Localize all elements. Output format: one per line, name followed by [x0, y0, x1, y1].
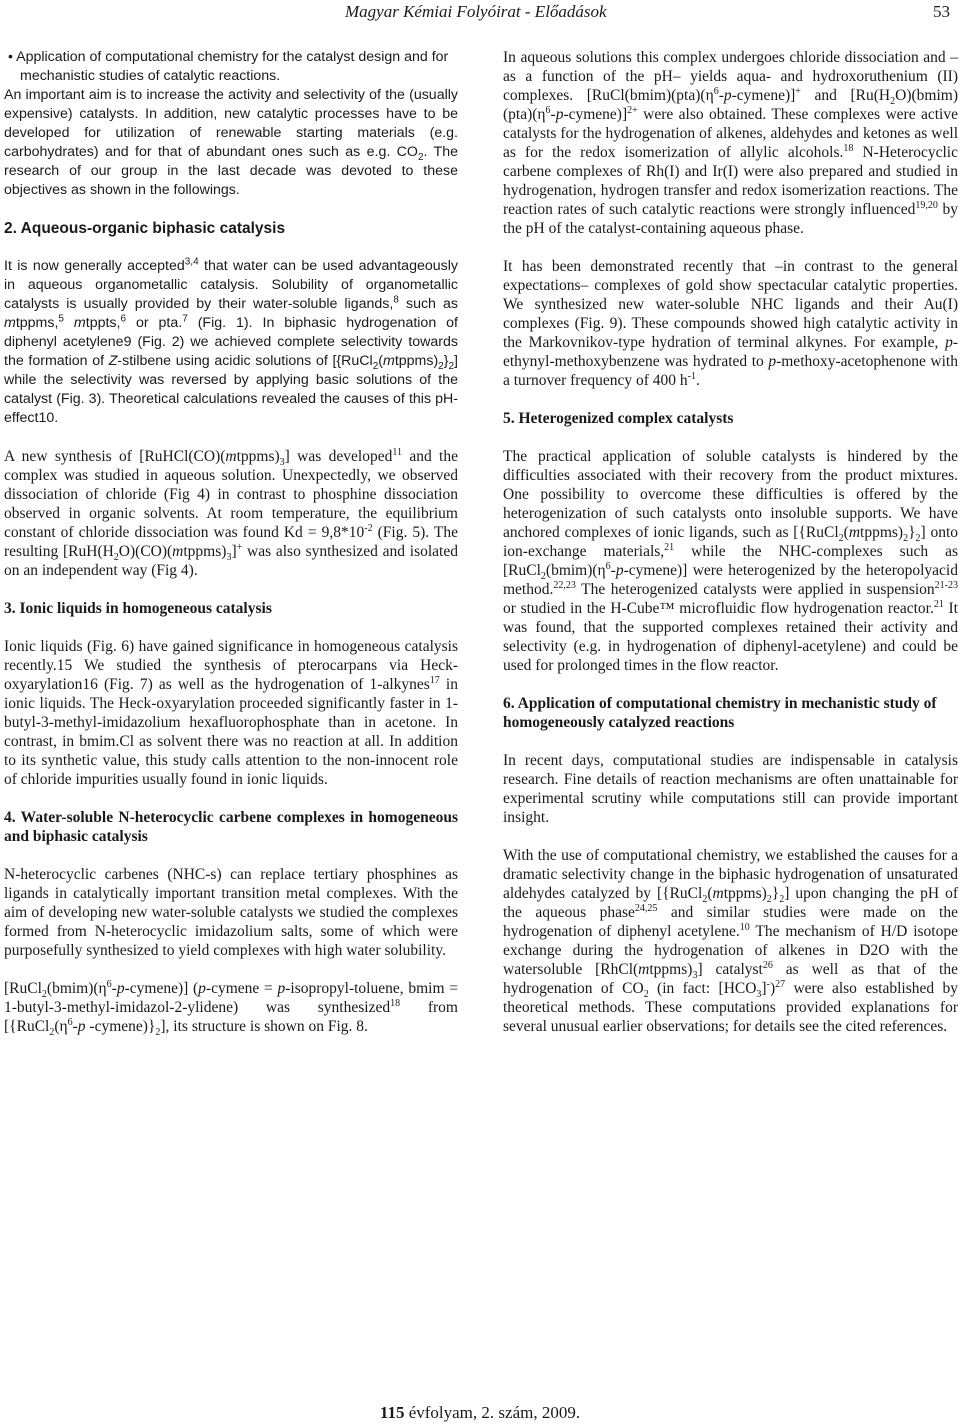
- running-header: [0, 2, 960, 24]
- volume-number: 115: [379, 1403, 405, 1422]
- paragraph-biphasic: It is now generally accepted$^{3,4}$ that water can be used advantageously in aqueous organometallic catalysis. Solubility of organometallic catalysts is usually provided by their water-soluble ligands,$^8$ such as mtppms,$^5$ mtppts,$^6$ or pta.$^7$ (Fig. 1). In biphasic hydrogenation of diphenyl acetylene9 (Fig. 2) we achieved complete selectivity towards the formation of Z-stilbene using acidic solutions of $[\{RuCl_2(mtppms)_2\}_2]$ while the selectivity was reversed by applying basic solutions of the catalyst (Fig. 3). Theoretical calculations revealed the causes of this pH-effect10.: [4, 256, 458, 426]
- paragraph-aqueous-complex: In aqueous solutions this complex undergoes chloride dissociation and –as a function of the pH– yields aqua- and hydroxoruthenium (II) complexes. $[RuCl(bmim)(pta)(\eta^6-p-cymene)]^+$ and $[Ru(H_2O)(bmim)(pta)(\eta^6-p-cymene)]^{2+}$ were also obtained. These complexes were active catalysts for the hydrogenation of alkenes, aldehydes and ketones as well as for the redox isomerization of allylic alcohols.$^{18}$ N-Heterocyclic carbene complexes of Rh(I) and Ir(I) were also prepared and studied in hydrogenation, hydrogen transfer and redox isomerization reactions. The reaction rates of such catalytic reactions were strongly influenced$^{19,20}$ by the pH of the catalyst-containing aqueous phase.: [503, 49, 958, 237]
- paragraph-nhc-intro: N-heterocyclic carbenes (NHC-s) can replace tertiary phosphines as ligands in catalytically important transition metal complexes. With the aim of developing new water-soluble catalysts we studied the complexes formed from N-heterocyclic imidazolium salts, some of which were purposefully synthesized to yield complexes with high water solubility.: [4, 866, 458, 959]
- paragraph-ruhcl: A new synthesis of $[RuHCl(CO)(mtppms)_3]$ was developed$^{11}$ and the complex was studied in aqueous solution. Unexpectedly, we observed dissociation of chloride (Fig 4) in contrast to phosphine dissociation observed in organic solvents. At room temperature, the equilibrium constant of chloride dissociation was found $Kd = 9,8*10^{-2}$ (Fig. 5). The resulting $[RuH(H_2O)(CO)(mtppms)_3]^+$ was also synthesized and isolated on an independent way (Fig 4).: [4, 446, 458, 579]
- bullet-item: • Application of computational chemistry for the catalyst design and for mechanistic studies of catalytic reactions.: [8, 49, 449, 84]
- paragraph-rucl2-bmim: $[RuCl_2(bmim)(\eta^6-p-cymene)]$ (p-cymene = p-isopropyl-toluene, bmim = 1-butyl-3-methyl-imidazol-2-ylidene) was synthesized$^{18}$ from [{$RuCl_2(\eta^6-p$ $-cymene)\}_2$], its structure is shown on Fig. 8.: [4, 978, 458, 1039]
- section-heading-3: 3. Ionic liquids in homogeneous catalysis: [4, 600, 272, 617]
- section-heading-4: 4. Water-soluble N-heterocyclic carbene complexes in homogeneous and biphasic catalysis: [4, 809, 458, 845]
- section-heading-6: 6. Application of computational chemistry in mechanistic study of homogeneously catalyzed reactions: [503, 695, 937, 731]
- section-heading-2: 2. Aqueous-organic biphasic catalysis: [4, 220, 286, 237]
- issue-info: évfolyam, 2. szám, 2009.: [404, 1403, 581, 1422]
- section-heading-5: 5. Heterogenized complex catalysts: [503, 410, 734, 427]
- left-column: [4, 48, 458, 1055]
- paragraph-heterogenized: The practical application of soluble catalysts is hindered by the difficulties associated with their recovery from the product mixtures. One possibility to overcome these difficulties is offered by the heterogenization of such catalysts onto insoluble supports. We have anchored complexes of ionic ligands, such as $[\{RuCl_2(mtppms)_2\}_2]$ onto ion-exchange materials,$^{21}$ while the NHC-complexes such as $[RuCl_2(bmim)(\eta^6-p-cymene)]$ were heterogenized by the heteropolyacid method.$^{22,23}$ The heterogenized catalysts were applied in suspension$^{21-23}$ or studied in the H-Cube™ microfluidic flow hydrogenation reactor.$^{21}$ It was found, that the supported complexes retained their activity and selectivity (e.g. in hydrogenation of diphenyl-acetylene) and could be used for prolonged times in the flow reactor.: [503, 448, 959, 674]
- right-column: [503, 48, 958, 1055]
- journal-title: Magyar Kémiai Folyóirat - Előadások: [345, 2, 607, 21]
- page-footer: [0, 1403, 960, 1423]
- page-number: 53: [933, 2, 950, 21]
- paragraph-ionic-liquids: Ionic liquids (Fig. 6) have gained significance in homogeneous catalysis recently.15 We studied the synthesis of pterocarpans via Heck-oxyarylation16 (Fig. 7) as well as the hydrogenation of 1-alkynes$^{17}$ in ionic liquids. The Heck-oxyarylation proceeded significantly faster in 1-butyl-3-methyl-imidazolium hexafluorophosphate than in acetone. In contrast, in bmim.Cl as solvent there was no reaction at all. In addition to its synthetic value, this study calls attention to the non-innocent role of chloride impurities usually found in ionic liquids.: [4, 638, 458, 788]
- paragraph-computational: In recent days, computational studies are indispensable in catalysis research. Fine details of reaction mechanisms are often unattainable for experimental scrutiny while computations still can provide important insight.: [503, 752, 958, 826]
- intro-paragraph: An important aim is to increase the activity and selectivity of the (usually expensive) catalysts. In addition, new catalytic processes have to be developed for utilization of renewable starting materials (e.g. carbohydrates) and for that of abundant ones such as e.g. $CO_2$. The research of our group in the last decade was devoted to these objectives as shown in the followings.: [4, 87, 459, 198]
- paragraph-gold: It has been demonstrated recently that –in contrast to the general expectations– complexes of gold show spectacular catalytic properties. We synthesized new water-soluble NHC ligands and their Au(I) complexes (Fig. 9). These compounds showed high catalytic activity in the Markovnikov-type hydration of terminal alkynes. For example, p-ethynyl-methoxybenzene was hydrated to p-methoxy-acetophenone with a turnover frequency of 400 $h^{-1}$.: [503, 258, 958, 389]
- paragraph-computational-results: With the use of computational chemistry, we established the causes for a dramatic selectivity change in the biphasic hydrogenation of unsaturated aldehydes catalyzed by $[\{RuCl_2(mtppms)_2\}_2]$ upon changing the pH of the aqueous phase$^{24,25}$ and similar studies were made on the hydrogenation of diphenyl acetylene.$^{10}$ The mechanism of H/D isotope exchange during the hydrogenation of alkenes in D2O with the watersoluble $[RhCl(mtppms)_3]$ catalyst$^{26}$ as well as that of the hydrogenation of $CO_2$ (in fact: $[HCO_3]^-)^{27}$ were also established by theoretical methods. These computations provided explanations for several unusual earlier observations; for details see the cited references.: [503, 847, 958, 1035]
